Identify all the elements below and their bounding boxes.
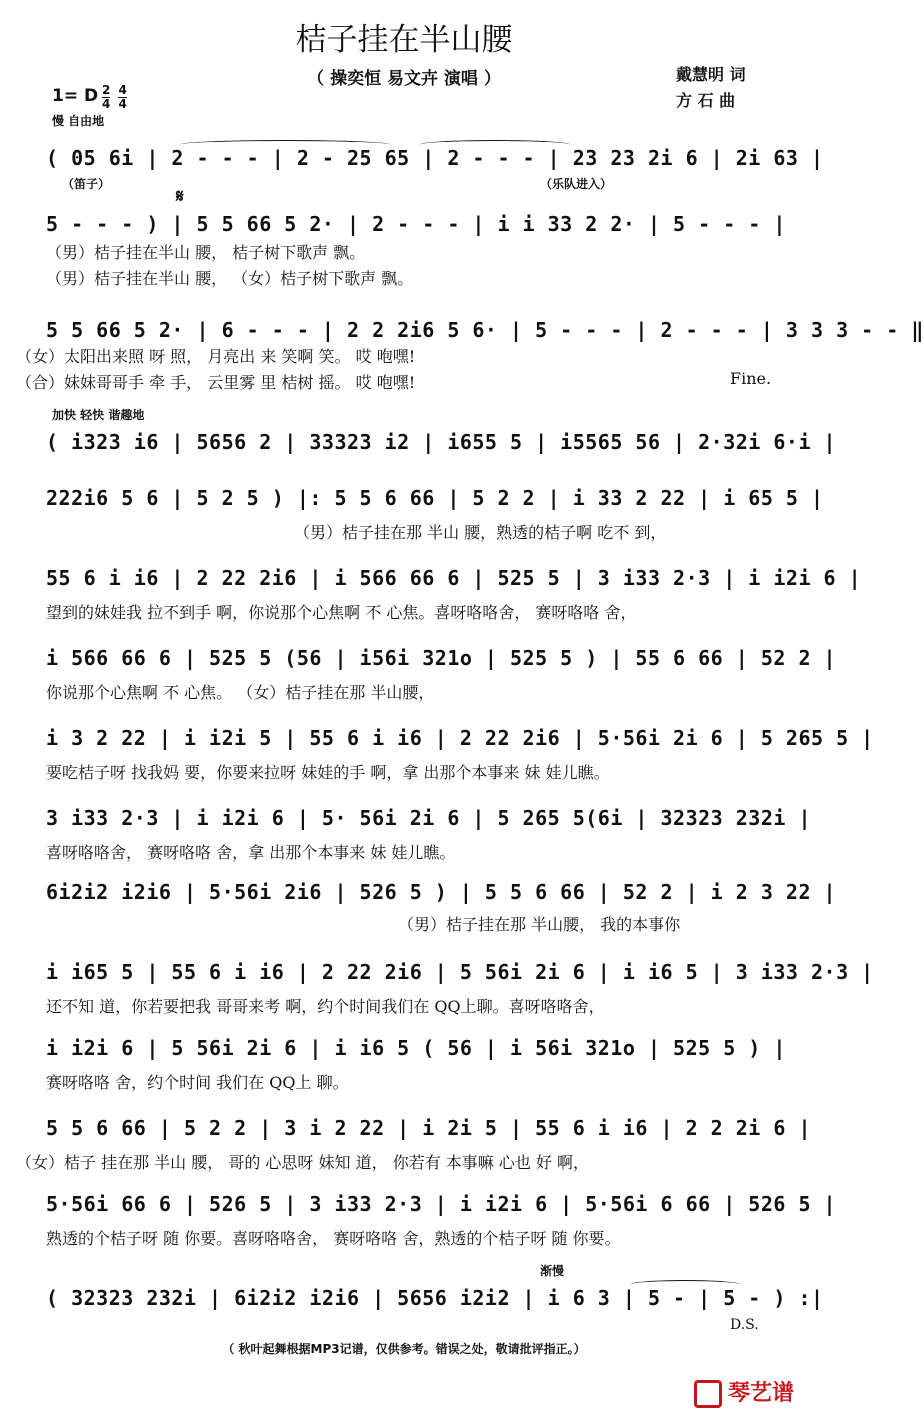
score-line-6: 55 6 i i6 | 2 22 2i6 | i 566 66 6 | 525 5 | 3 i33 2·3 | i i2i 6 |: [46, 566, 862, 590]
lyric-line-10: （男）桔子挂在那 半山腰， 我的本事你: [398, 915, 681, 934]
score-line-8: i 3 2 22 | i i2i 5 | 55 6 i i6 | 2 22 2i6 | 5·56i 2i 6 | 5 265 5 |: [46, 726, 874, 750]
lyric-line-7: 你说那个心焦啊 不 心焦。 （女）桔子挂在那 半山腰，: [46, 683, 435, 702]
lyric-line-11: 还不知 道，你若要把我 哥哥来考 啊，约个时间我们在 QQ上聊。喜呀咯咯舍，: [46, 997, 605, 1016]
performers: （ 操奕恒 易文卉 演唱 ）: [307, 69, 501, 89]
logo-icon: [694, 1380, 722, 1408]
lyric-line-2b: （男）桔子挂在半山 腰， （女）桔子树下歌声 飘。: [46, 269, 414, 288]
score-line-14: 5·56i 66 6 | 526 5 | 3 i33 2·3 | i i2i 6 | 5·56i 6 66 | 526 5 |: [46, 1192, 837, 1216]
flute-label: （笛子）: [62, 177, 111, 191]
tempo-end: 渐慢: [540, 1264, 565, 1278]
tempo-section2: 加快 轻快 谐趣地: [52, 408, 145, 422]
score-line-4: ( i323 i6 | 5656 2 | 33323 i2 | i655 5 | i5565 56 | 2·32i 6·i |: [46, 430, 837, 454]
score-line-2: 5 - - - ) | 5 5 66 5 2· | 2 - - - | i i 33 2 2· | 5 - - - |: [46, 212, 786, 236]
key-signature: 1= D: [52, 86, 99, 106]
lyric-line-6: 望到的妹娃我 拉不到手 啊，你说那个心焦啊 不 心焦。喜呀咯咯舍， 赛呀咯咯 舍，: [46, 603, 637, 622]
band-enter-label: （乐队进入）: [540, 177, 613, 191]
logo-text: 琴艺谱: [727, 1381, 794, 1406]
lyric-line-3a: （女）太阳出来照 呀 照， 月亮出 来 笑啊 笑。 哎 咆嘿!: [16, 347, 416, 366]
lyric-line-2a: （男）桔子挂在半山 腰， 桔子树下歌声 飘。: [46, 243, 366, 262]
lyric-line-13: （女）桔子 挂在那 半山 腰， 哥的 心思呀 妹知 道， 你若有 本事嘛 心也 好 啊，: [16, 1153, 590, 1172]
score-line-7: i 566 66 6 | 525 5 (56 | i56i 321o | 525 5 ) | 55 6 66 | 52 2 |: [46, 646, 837, 670]
footer-note: （ 秋叶起舞根据MP3记谱，仅供参考。错误之处，敬请批评指正。）: [222, 1342, 586, 1356]
meter-b-bottom: 4: [118, 97, 127, 111]
meter-b: [118, 84, 126, 111]
score-line-13: 5 5 6 66 | 5 2 2 | 3 i 2 22 | i 2i 5 | 55 6 i i6 | 2 2 2i 6 |: [46, 1116, 812, 1140]
lyric-line-14: 熟透的个桔子呀 随 你要。喜呀咯咯舍， 赛呀咯咯 舍，熟透的个桔子呀 随 你要。: [46, 1229, 621, 1248]
score-line-1: ( 05 6i | 2 - - - | 2 - 25 65 | 2 - - - | 23 23 2i 6 | 2i 63 |: [46, 146, 824, 170]
score-line-3: 5 5 66 5 2· | 6 - - - | 2 2 2i6 5 6· | 5 - - - | 2 - - - | 3 3 3 - - ‖: [46, 318, 924, 342]
site-logo: [694, 1376, 794, 1408]
tempo-intro: 慢 自由地: [52, 114, 105, 128]
composer-credit: 方 石 曲: [676, 91, 736, 110]
fine-mark: Fine.: [730, 369, 772, 388]
score-line-10: 6i2i2 i2i6 | 5·56i 2i6 | 526 5 ) | 5 5 6 66 | 52 2 | i 2 3 22 |: [46, 880, 837, 904]
score-line-9: 3 i33 2·3 | i i2i 6 | 5· 56i 2i 6 | 5 265 5(6i | 32323 232i |: [46, 806, 812, 830]
lyric-line-3b: （合）妹妹哥哥手 牵 手， 云里雾 里 桔树 摇。 哎 咆嘿!: [16, 373, 416, 392]
score-line-15: ( 32323 232i | 6i2i2 i2i6 | 5656 i2i2 | i 6 3 | 5 - | 5 - ) :|: [46, 1286, 824, 1310]
ds-mark: D.S.: [730, 1317, 759, 1333]
score-line-11: i i65 5 | 55 6 i i6 | 2 22 2i6 | 5 56i 2i 6 | i i6 5 | 3 i33 2·3 |: [46, 960, 874, 984]
meter-a-top: 2: [102, 83, 111, 97]
meter-b-top: 4: [118, 83, 127, 97]
meter-a: [102, 84, 110, 111]
lyric-line-9: 喜呀咯咯舍， 赛呀咯咯 舍，拿 出那个本事来 妹 娃儿瞧。: [46, 843, 456, 862]
score-line-12: i i2i 6 | 5 56i 2i 6 | i i6 5 ( 56 | i 56i 321o | 525 5 ) |: [46, 1036, 786, 1060]
lyric-line-5: （男）桔子挂在那 半山 腰，熟透的桔子啊 吃不 到，: [294, 523, 667, 542]
meter-a-bottom: 4: [102, 97, 111, 111]
lyric-line-8: 要吃桔子呀 找我妈 要，你要来拉呀 妹娃的手 啊，拿 出那个本事来 妹 娃儿瞧。: [46, 763, 610, 782]
lyricist-credit: 戴慧明 词: [676, 65, 746, 84]
score-line-5: 222i6 5 6 | 5 2 5 ) |: 5 5 6 66 | 5 2 2 | i 33 2 22 | i 65 5 |: [46, 486, 824, 510]
song-title: 桔子挂在半山腰: [295, 22, 513, 58]
segno-icon: 𝄋: [176, 186, 184, 207]
lyric-line-12: 赛呀咯咯 舍，约个时间 我们在 QQ上 聊。: [46, 1073, 349, 1092]
time-signature: [102, 84, 162, 124]
